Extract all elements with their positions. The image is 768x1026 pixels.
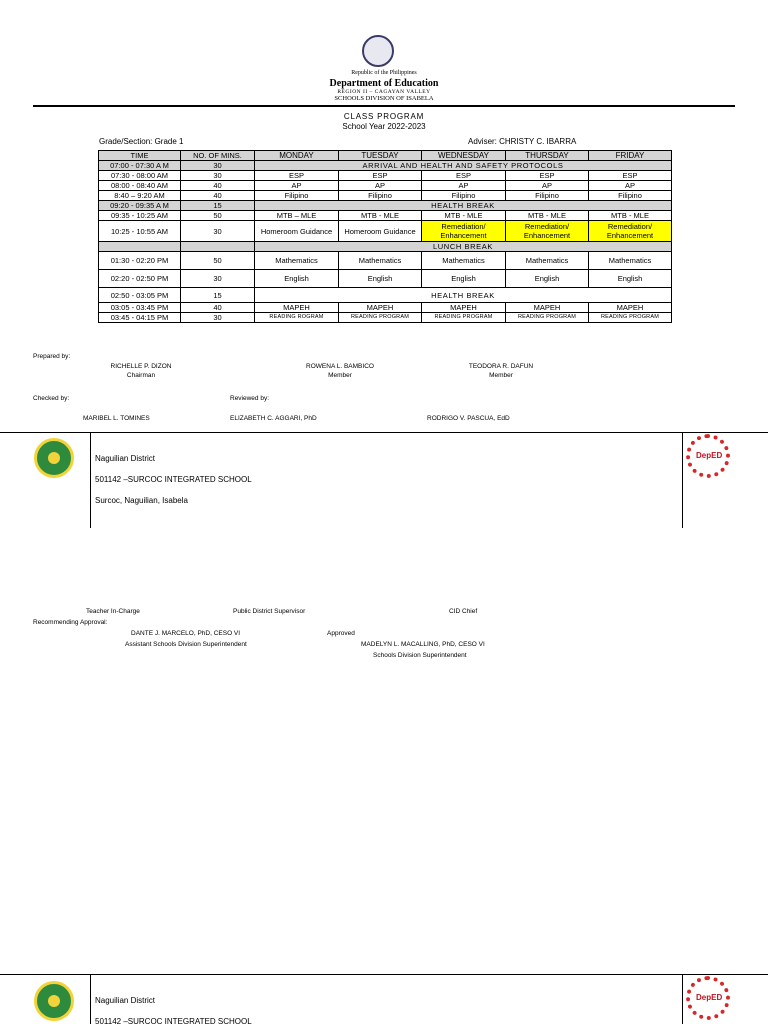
table-cell: ESP — [422, 171, 506, 181]
school-address: Surcoc, Naguilian, Isabela — [95, 496, 188, 505]
republic-line: Republic of the Philippines — [351, 70, 417, 76]
table-cell: Mathematics — [506, 252, 589, 270]
table-row — [99, 201, 672, 211]
table-cell: Homeroom Guidance — [339, 221, 422, 242]
table-cell: READING PROGRAM — [422, 313, 506, 323]
table-cell: Mathematics — [422, 252, 506, 270]
approved-label: Approved — [327, 630, 355, 637]
signatory-name: TEODORA R. DAFUN — [468, 363, 534, 370]
table-cell: 8:40 – 9:20 AM — [99, 191, 181, 201]
table-row — [99, 211, 672, 221]
table-cell: 50 — [181, 211, 255, 221]
table-cell: English — [339, 270, 422, 288]
header-divider — [33, 105, 735, 107]
signatory-role: Chairman — [126, 372, 156, 379]
divider — [682, 974, 683, 1024]
table-cell: Remediation/ Enhancement — [422, 221, 506, 242]
school-logo-icon — [34, 438, 74, 478]
table-cell: 09:35 - 10:25 AM — [99, 211, 181, 221]
column-header: FRIDAY — [589, 151, 672, 161]
table-cell: 30 — [181, 313, 255, 323]
signatory-name: RICHELLE P. DIZON — [110, 363, 172, 370]
table-cell: MAPEH — [589, 303, 672, 313]
table-cell: 30 — [181, 171, 255, 181]
table-cell: LUNCH BREAK — [255, 242, 672, 252]
table-row — [99, 288, 672, 303]
table-cell: 40 — [181, 191, 255, 201]
table-cell: READING PROGRAM — [589, 313, 672, 323]
region-line: REGION II – CAGAYAN VALLEY — [337, 89, 431, 95]
table-row — [99, 313, 672, 323]
table-cell: 30 — [181, 221, 255, 242]
signatory-name: ROWENA L. BAMBICO — [306, 363, 374, 370]
signatory-role: Schools Division Superintendent — [373, 652, 467, 659]
table-cell: Filipino — [255, 191, 339, 201]
table-cell: HEALTH BREAK — [255, 288, 672, 303]
signatory-name: MADELYN L. MACALLING, PhD, CESO VI — [361, 641, 485, 648]
table-cell: 03:05 - 03:45 PM — [99, 303, 181, 313]
adviser: Adviser: CHRISTY C. IBARRA — [468, 137, 577, 146]
table-cell: Filipino — [339, 191, 422, 201]
signatory-role: Member — [328, 372, 352, 379]
column-header: TUESDAY — [339, 151, 422, 161]
table-cell: 09:20 - 09:35 A M — [99, 201, 181, 211]
table-cell — [181, 242, 255, 252]
table-cell: Mathematics — [255, 252, 339, 270]
signatory-name: RODRIGO V. PASCUA, EdD — [427, 415, 510, 422]
column-header: WEDNESDAY — [422, 151, 506, 161]
table-cell: READING PROGRAM — [339, 313, 422, 323]
table-cell: READING PROGRAM — [506, 313, 589, 323]
table-cell: 15 — [181, 288, 255, 303]
class-program-table — [98, 150, 672, 323]
checked-label: Checked by: — [33, 395, 70, 402]
school-year: School Year 2022-2023 — [342, 122, 426, 131]
table-row — [99, 161, 672, 171]
table-cell: AP — [255, 181, 339, 191]
table-row — [99, 181, 672, 191]
divider — [90, 432, 91, 528]
table-cell — [99, 242, 181, 252]
table-cell: AP — [506, 181, 589, 191]
table-cell: MAPEH — [506, 303, 589, 313]
table-cell: English — [255, 270, 339, 288]
table-cell: Filipino — [422, 191, 506, 201]
table-cell: MAPEH — [422, 303, 506, 313]
table-cell: MAPEH — [255, 303, 339, 313]
table-cell: Homeroom Guidance — [255, 221, 339, 242]
table-cell: 10:25 - 10:55 AM — [99, 221, 181, 242]
table-cell: AP — [589, 181, 672, 191]
table-cell: 03:45 - 04:15 PM — [99, 313, 181, 323]
school-name: 501142 –SURCOC INTEGRATED SCHOOL — [95, 475, 252, 484]
table-cell: 08:00 - 08:40 AM — [99, 181, 181, 191]
table-cell: 50 — [181, 252, 255, 270]
table-cell: Remediation/ Enhancement — [589, 221, 672, 242]
signatory-role: Member — [489, 372, 513, 379]
role-label: Public District Supervisor — [233, 608, 306, 615]
table-cell: ESP — [506, 171, 589, 181]
division-line: SCHOOLS DIVISION OF ISABELA — [334, 95, 434, 102]
table-cell: Filipino — [589, 191, 672, 201]
table-cell: 30 — [181, 270, 255, 288]
table-cell: ESP — [339, 171, 422, 181]
divider — [682, 432, 683, 528]
grade-section: Grade/Section: Grade 1 — [99, 137, 184, 146]
signatory-name: DANTE J. MARCELO, PhD, CESO VI — [131, 630, 241, 637]
role-label: CID Chief — [449, 608, 478, 615]
table-cell: Remediation/ Enhancement — [506, 221, 589, 242]
deped-logo-icon: DepED — [686, 434, 730, 478]
table-cell: Mathematics — [339, 252, 422, 270]
table-row — [99, 270, 672, 288]
table-row — [99, 171, 672, 181]
table-cell: 01:30 - 02:20 PM — [99, 252, 181, 270]
table-cell: AP — [339, 181, 422, 191]
table-cell: MTB - MLE — [589, 211, 672, 221]
column-header: THURSDAY — [506, 151, 589, 161]
table-cell: 02:50 - 03:05 PM — [99, 288, 181, 303]
table-cell: 15 — [181, 201, 255, 211]
table-cell: Mathematics — [589, 252, 672, 270]
column-header: TIME — [99, 151, 181, 161]
table-cell: MTB - MLE — [422, 211, 506, 221]
recommending-label: Recommending Approval: — [33, 619, 108, 626]
column-header: NO. OF MINS. — [181, 151, 255, 161]
district: Naguilian District — [95, 996, 156, 1005]
table-cell: 40 — [181, 303, 255, 313]
deped-logo-icon: DepED — [686, 976, 730, 1020]
table-row — [99, 252, 672, 270]
signatory-name: ELIZABETH C. AGGARI, PhD — [230, 415, 317, 422]
table-cell: ESP — [589, 171, 672, 181]
school-logo-icon — [34, 981, 74, 1021]
table-row — [99, 221, 672, 242]
table-cell: Filipino — [506, 191, 589, 201]
deped-seal — [362, 35, 394, 67]
table-cell: MTB - MLE — [339, 211, 422, 221]
page-title: CLASS PROGRAM — [343, 112, 425, 121]
table-cell: MAPEH — [339, 303, 422, 313]
signatory-role: Assistant Schools Division Superintendent — [125, 641, 247, 648]
table-cell: ESP — [255, 171, 339, 181]
table-cell: MTB – MLE — [255, 211, 339, 221]
table-cell: 07:30 - 08:00 AM — [99, 171, 181, 181]
table-cell: 30 — [181, 161, 255, 171]
department-line: Department of Education — [329, 78, 439, 89]
table-cell: English — [422, 270, 506, 288]
table-cell: AP — [422, 181, 506, 191]
prepared-label: Prepared by: — [33, 353, 71, 360]
table-cell: English — [506, 270, 589, 288]
table-cell: 07:00 - 07:30 A M — [99, 161, 181, 171]
table-cell: READING ROGRAM — [255, 313, 339, 323]
role-label: Teacher In-Charge — [86, 608, 140, 615]
table-row — [99, 242, 672, 252]
signatory-name: MARIBEL L. TOMINES — [83, 415, 150, 422]
divider — [90, 974, 91, 1024]
table-cell: 40 — [181, 181, 255, 191]
table-row — [99, 191, 672, 201]
reviewed-label: Reviewed by: — [230, 395, 270, 402]
table-cell: 02:20 - 02:50 PM — [99, 270, 181, 288]
table-cell: HEALTH BREAK — [255, 201, 672, 211]
school-name: 501142 –SURCOC INTEGRATED SCHOOL — [95, 1017, 252, 1026]
column-header: MONDAY — [255, 151, 339, 161]
table-row — [99, 303, 672, 313]
district: Naguilian District — [95, 454, 156, 463]
table-cell: English — [589, 270, 672, 288]
table-cell: MTB - MLE — [506, 211, 589, 221]
table-cell: ARRIVAL AND HEALTH AND SAFETY PROTOCOLS — [255, 161, 672, 171]
